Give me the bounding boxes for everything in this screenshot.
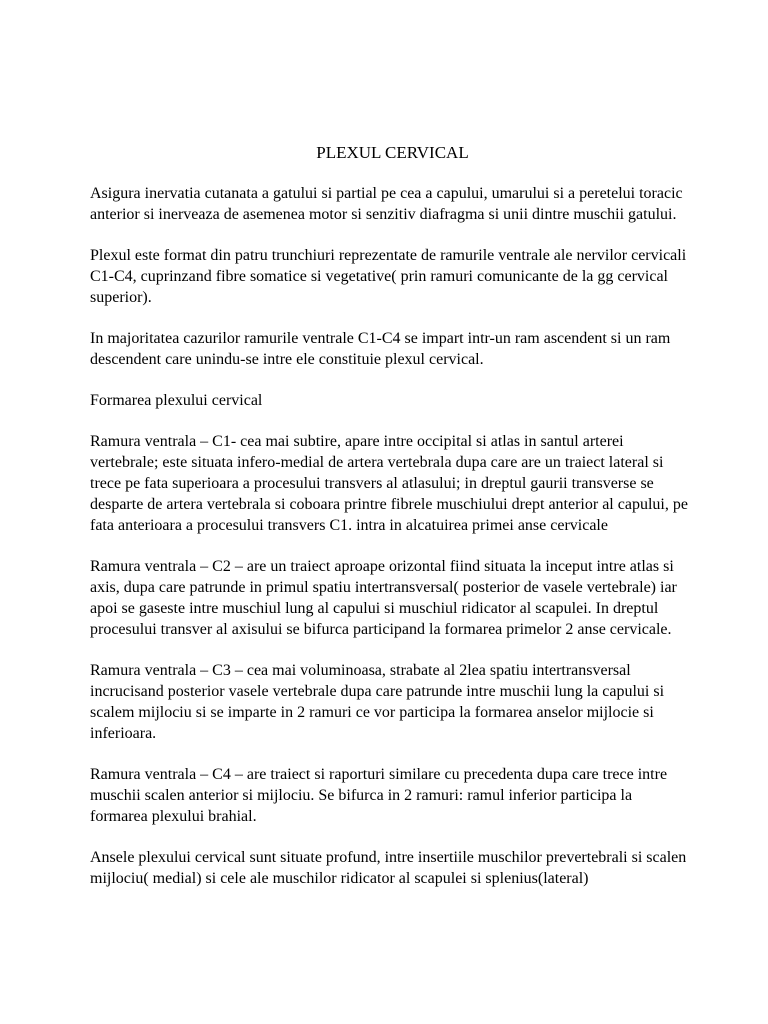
paragraph-c4: Ramura ventrala – C4 – are traiect si raporturi similare cu precedenta dupa care trece intre muschii scalen anterior si mijlociu. Se bifurca in 2 ramuri: ramul inferior participa la formarea plexului brahial. [90,766,668,825]
document-page [90,142,690,909]
document-title: PLEXUL CERVICAL [316,143,469,162]
paragraph-intro: Asigura inervatia cutanata a gatului si partial pe cea a capului, umarului si a peretelui toracic anterior si inerveaza de asemenea motor si senzitiv diafragma si unii dintre muschii gatului. [90,185,683,223]
paragraph-composition: Plexul este format din patru trunchiuri reprezentate de ramurile ventrale ale nervilor cervicali C1-C4, cuprinzand fibre somatice si vegetative( prin ramuri comunicante de la gg cervical superior). [90,247,687,306]
section-heading-formation: Formarea plexului cervical [90,392,263,409]
paragraph-ansae: Ansele plexului cervical sunt situate profund, intre insertiile muschilor prevertebrali si scalen mijlociu( medial) si cele ale muschilor ridicator al scapulei si splenius(lateral) [90,849,687,887]
paragraph-branches: In majoritatea cazurilor ramurile ventrale C1-C4 se impart intr-un ram ascendent si un ram descendent care unindu-se intre ele constituie plexul cervical. [90,330,671,368]
paragraph-c2: Ramura ventrala – C2 – are un traiect aproape orizontal fiind situata la inceput intre atlas si axis, dupa care patrunde in primul spatiu intertransversal( posterior de vasele vertebrale) iar apoi se gaseste intre muschiul lung al capului si muschiul ridicator al scapulei. In dreptul procesului transver al axisului se bifurca participand la formarea primelor 2 anse cervicale. [90,558,677,638]
paragraph-c3: Ramura ventrala – C3 – cea mai voluminoasa, strabate al 2lea spatiu intertransversal incrucisand posterior vasele vertebrale dupa care patrunde intre muschii lung la capului si scalem mijlociu si se imparte in 2 ramuri ce vor participa la formarea anselor mijlocie si inferioara. [90,662,665,742]
paragraph-c1: Ramura ventrala – C1- cea mai subtire, apare intre occipital si atlas in santul arterei vertebrale; este situata infero-medial de artera vertebrala dupa care are un traiect lateral si trece pe fata superioara a procesului transvers al atlasului; in dreptul gaurii transverse se desparte de artera vertebrala si coboara printre fibrele muschiului drept anterior al capului, pe fata anterioara a procesului transvers C1. intra in alcatuirea primei anse cervicale [90,433,688,534]
